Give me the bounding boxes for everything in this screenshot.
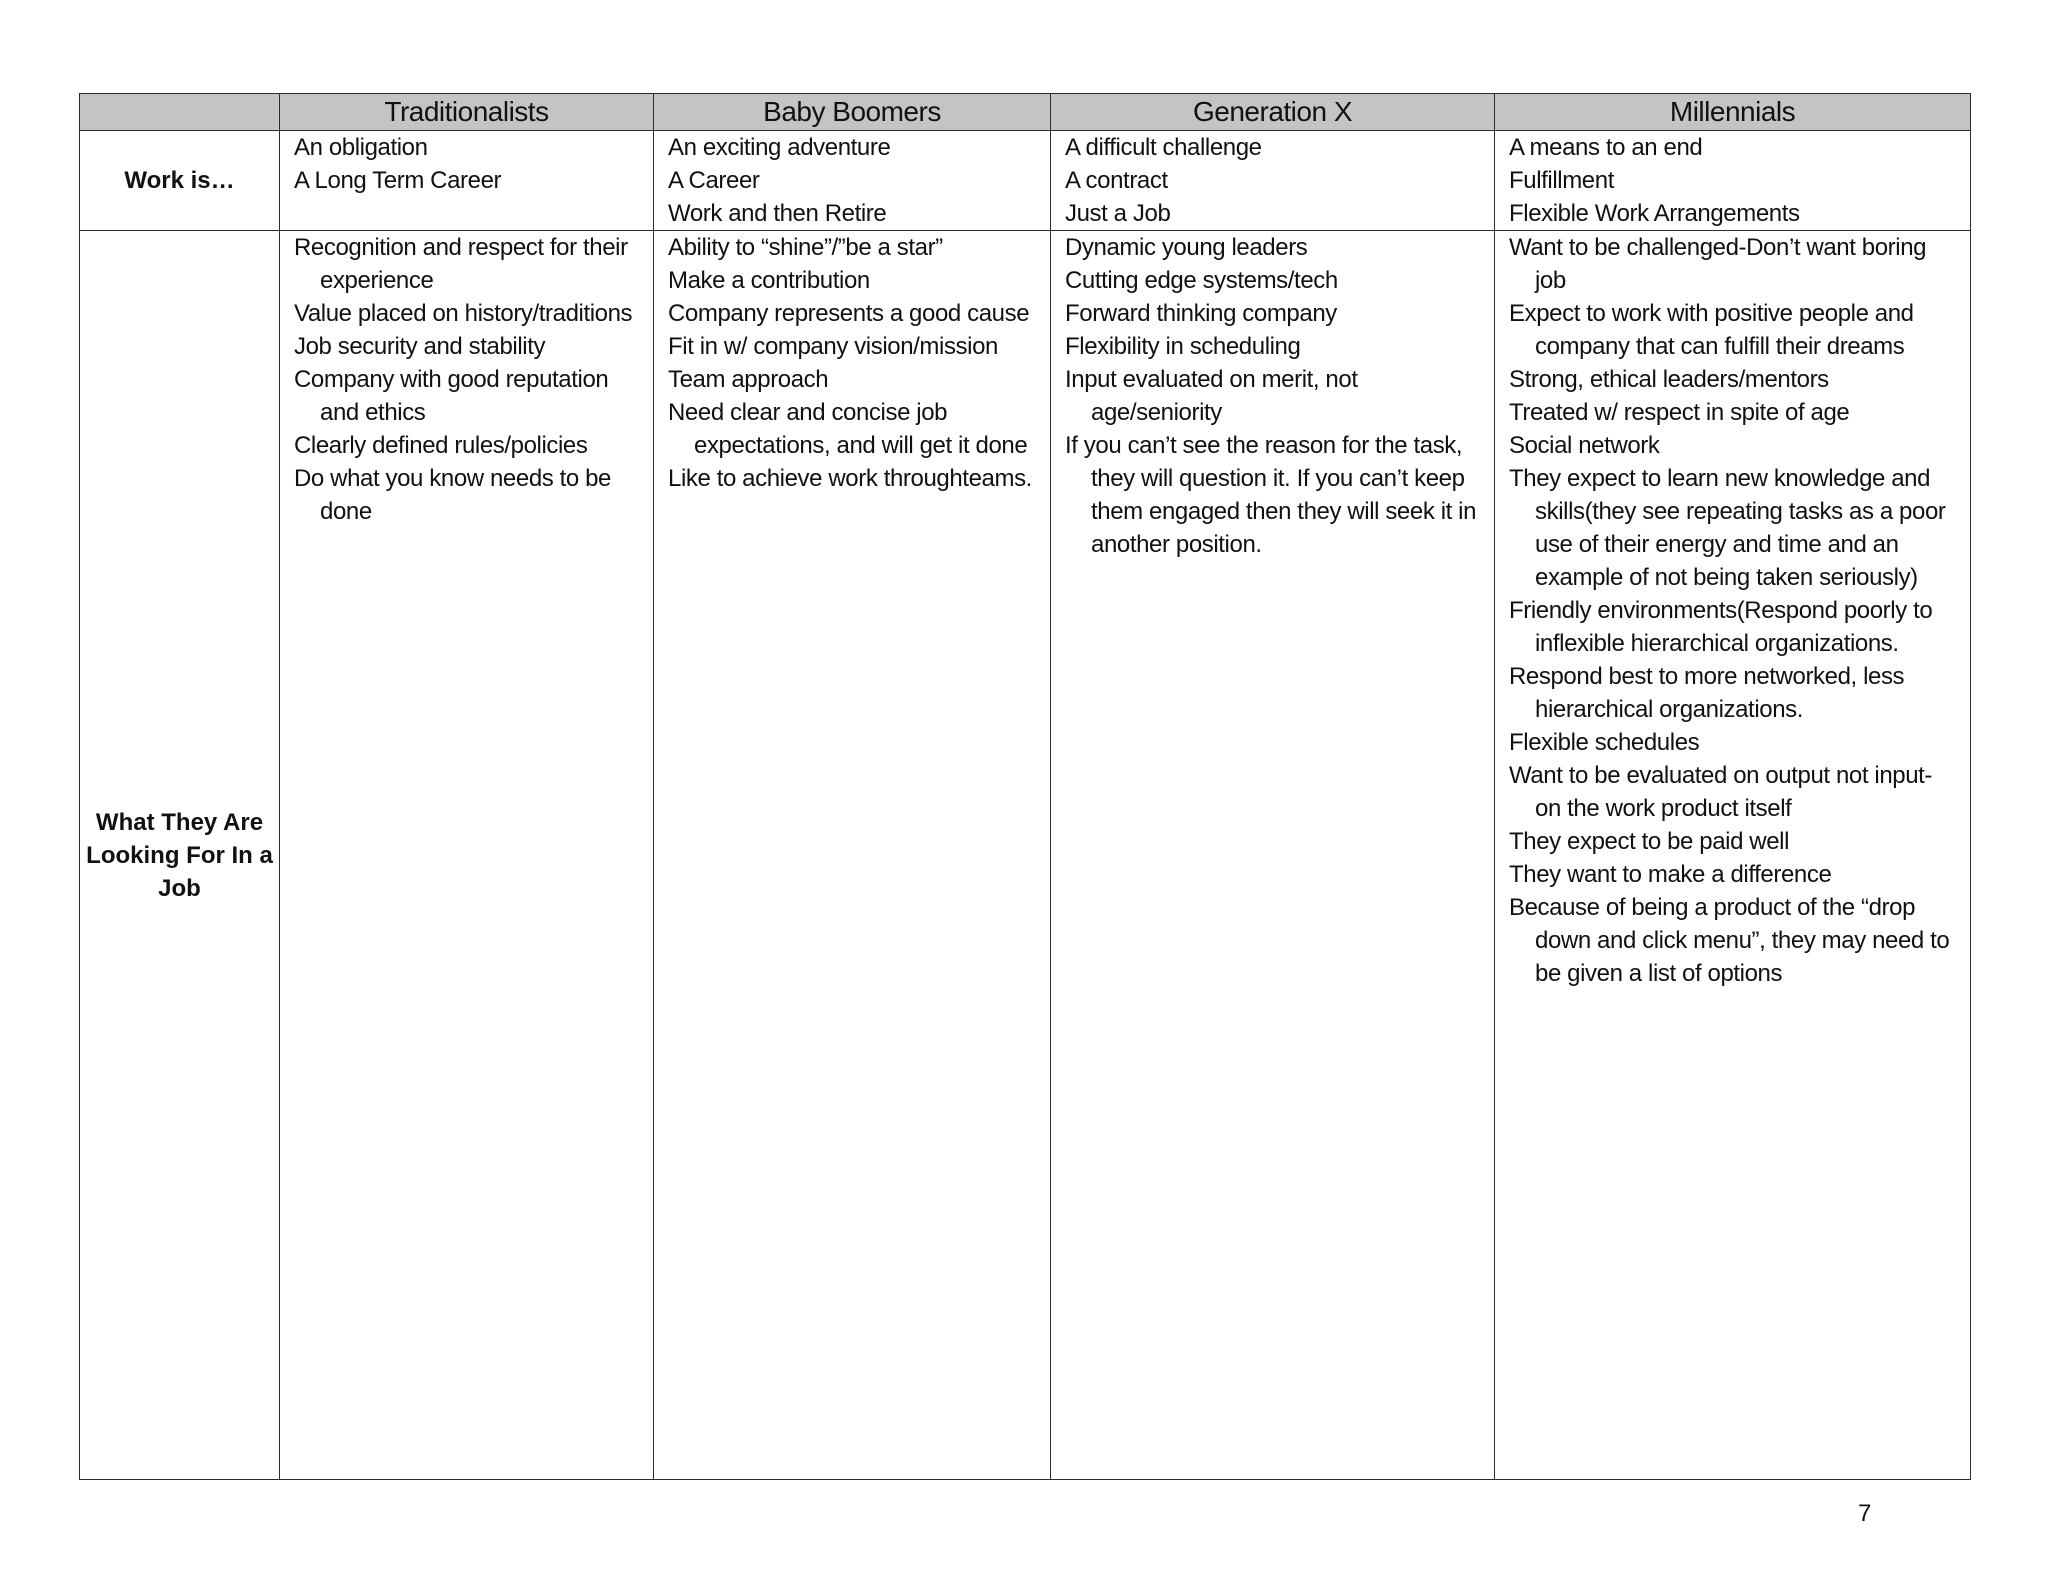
- header-generation-x: Generation X: [1051, 94, 1495, 131]
- list-item: A means to an end: [1509, 134, 1703, 161]
- list-item: A Long Term Career: [294, 167, 502, 194]
- list-item: Flexible schedules: [1509, 729, 1700, 756]
- table-cell: [1051, 231, 1495, 1480]
- list-item: Work and then Retire: [668, 200, 887, 227]
- list-item: Recognition and respect for their experience: [294, 234, 628, 294]
- list-item: Treated w/ respect in spite of age: [1509, 399, 1850, 426]
- table-row-looking-for: [80, 231, 1971, 1480]
- cell-list: [1051, 231, 1494, 561]
- cell-list: [1051, 131, 1494, 230]
- list-item: Team approach: [668, 366, 829, 393]
- header-millennials: Millennials: [1495, 94, 1971, 131]
- list-item: Fit in w/ company vision/mission: [668, 333, 998, 360]
- list-item: They expect to be paid well: [1509, 828, 1790, 855]
- list-item: Value placed on history/traditions: [294, 300, 633, 327]
- header-row: [80, 94, 1971, 131]
- cell-list: [280, 131, 653, 197]
- cell-list: [1495, 231, 1970, 990]
- list-item: Expect to work with positive people and company that can fulfill their dreams: [1509, 300, 1914, 360]
- list-item: Flexibility in scheduling: [1065, 333, 1301, 360]
- list-item: Company with good reputation and ethics: [294, 366, 609, 426]
- list-item: Forward thinking company: [1065, 300, 1337, 327]
- list-item: Friendly environments(Respond poorly to inflexible hierarchical organizations.: [1509, 597, 1933, 657]
- list-item: An exciting adventure: [668, 134, 891, 161]
- list-item: Clearly defined rules/policies: [294, 432, 588, 459]
- list-item: Strong, ethical leaders/mentors: [1509, 366, 1829, 393]
- table-cell: [1051, 131, 1495, 231]
- row-label-looking-for: What They Are Looking For In a Job: [80, 231, 280, 1480]
- page-number: 7: [1858, 1500, 1872, 1527]
- list-item: Fulfillment: [1509, 167, 1614, 194]
- list-item: They expect to learn new knowledge and skills(they see repeating tasks as a poor use of their energy and time and an example of not being taken seriously): [1509, 465, 1946, 591]
- cell-list: [1495, 131, 1970, 230]
- list-item: Need clear and concise job expectations, and will get it done: [668, 399, 1028, 459]
- list-item: If you can’t see the reason for the task, they will question it. If you can’t keep them engaged then they will seek it in another position.: [1065, 432, 1477, 558]
- list-item: Want to be evaluated on output not input- on the work product itself: [1509, 762, 1933, 822]
- table-cell: [1495, 231, 1971, 1480]
- list-item: Ability to “shine”/”be a star”: [668, 234, 943, 261]
- list-item: An obligation: [294, 134, 428, 161]
- list-item: Social network: [1509, 432, 1660, 459]
- table-cell: [654, 231, 1051, 1480]
- table-row-work-is: [80, 131, 1971, 231]
- cell-list: [654, 231, 1050, 495]
- list-item: Want to be challenged-Don’t want boring job: [1509, 234, 1927, 294]
- list-item: Do what you know needs to be done: [294, 465, 612, 525]
- header-traditionalists: Traditionalists: [280, 94, 654, 131]
- list-item: Make a contribution: [668, 267, 870, 294]
- table-cell: [1495, 131, 1971, 231]
- list-item: A contract: [1065, 167, 1168, 194]
- list-item: Like to achieve work throughteams.: [668, 465, 1032, 492]
- list-item: Cutting edge systems/tech: [1065, 267, 1338, 294]
- list-item: Because of being a product of the “drop down and click menu”, they may need to be given a list of options: [1509, 894, 1950, 987]
- table-cell: [280, 231, 654, 1480]
- header-baby-boomers: Baby Boomers: [654, 94, 1051, 131]
- list-item: They want to make a difference: [1509, 861, 1832, 888]
- list-item: Dynamic young leaders: [1065, 234, 1308, 261]
- list-item: Just a Job: [1065, 200, 1171, 227]
- generations-table: [79, 93, 1971, 1480]
- list-item: Company represents a good cause: [668, 300, 1030, 327]
- table-cell: [654, 131, 1051, 231]
- table-cell: [280, 131, 654, 231]
- list-item: Flexible Work Arrangements: [1509, 200, 1800, 227]
- list-item: Respond best to more networked, less hierarchical organizations.: [1509, 663, 1905, 723]
- cell-list: [654, 131, 1050, 230]
- list-item: Input evaluated on merit, not age/seniority: [1065, 366, 1358, 426]
- cell-list: [280, 231, 653, 528]
- list-item: A difficult challenge: [1065, 134, 1262, 161]
- list-item: Job security and stability: [294, 333, 546, 360]
- list-item: A Career: [668, 167, 760, 194]
- row-label-work-is: Work is…: [80, 131, 280, 231]
- header-corner-cell: [80, 94, 280, 131]
